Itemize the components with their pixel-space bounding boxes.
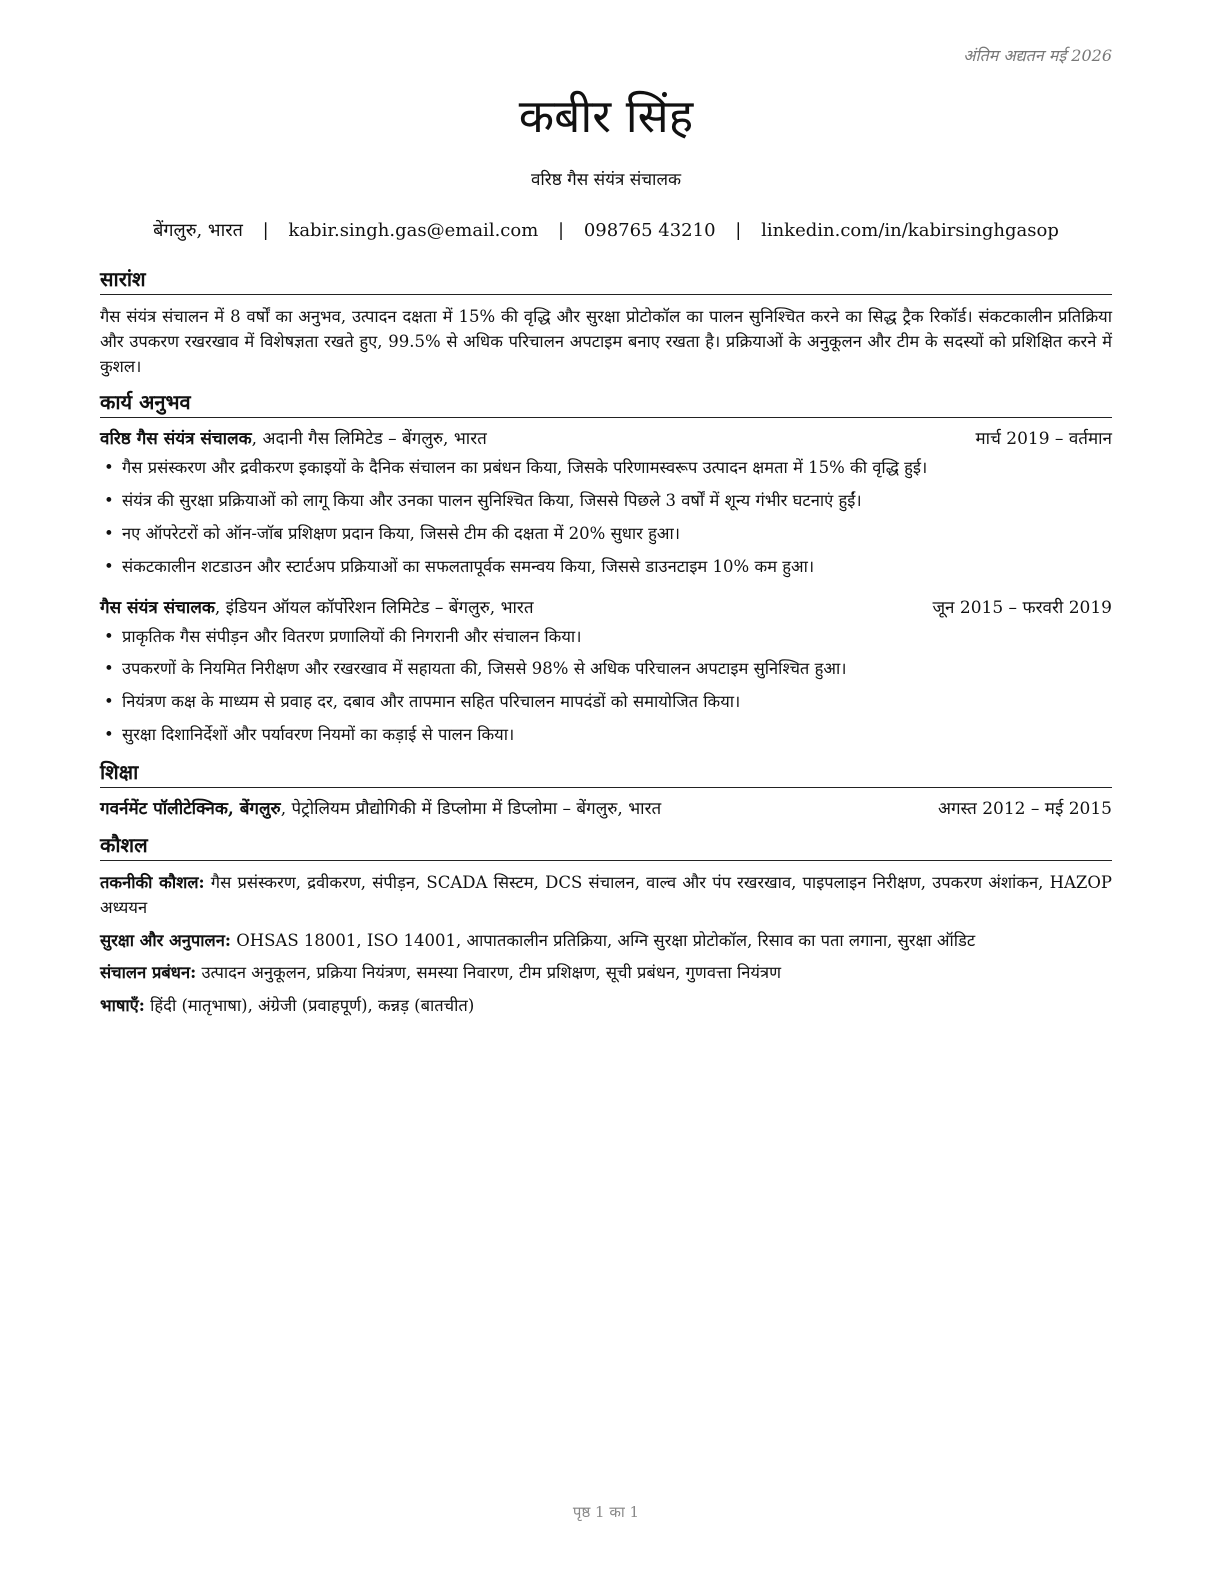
resume-page — [100, 0, 1112, 1584]
list-item — [100, 657, 1112, 681]
bullet-text: गैस प्रसंस्करण और द्रवीकरण इकाइयों के दैनिक संचालन का प्रबंधन किया, जिसके परिणामस्वरूप उत्पादन क्षमता में 15% की वृद्धि हुई। — [122, 458, 928, 478]
list-item — [100, 522, 1112, 546]
education-line — [100, 798, 661, 822]
skill-line-safety — [100, 929, 1112, 954]
bullet-icon: • — [104, 659, 114, 679]
job-entry — [100, 428, 1112, 578]
job-dates: जून 2015 – फरवरी 2019 — [932, 597, 1112, 618]
skill-label: सुरक्षा और अनुपालन: — [100, 930, 231, 950]
job-company: , इंडियन ऑयल कॉर्पोरेशन लिमिटेड – बेंगलुरु, भारत — [214, 597, 534, 618]
job-bullets — [100, 456, 1112, 579]
job-header — [100, 428, 1112, 452]
bullet-icon: • — [104, 626, 114, 646]
bullet-text: उपकरणों के नियमित निरीक्षण और रखरखाव में सहायता की, जिससे 98% से अधिक परिचालन अपटाइम सुनिश्चित हुआ। — [122, 659, 847, 679]
list-item — [100, 625, 1112, 649]
skill-value: गैस प्रसंस्करण, द्रवीकरण, संपीड़न, SCADA सिस्टम, DCS संचालन, वाल्व और पंप रखरखाव, पाइपलाइन निरीक्षण, उपकरण अंशांकन, HAZOP अध्ययन — [100, 873, 1112, 917]
bullet-icon: • — [104, 523, 114, 543]
contact-email[interactable]: kabir.singh.gas@email.com — [288, 220, 539, 241]
job-role: वरिष्ठ गैस संयंत्र संचालक — [100, 429, 252, 450]
bullet-icon: • — [104, 458, 114, 478]
candidate-name: कबीर सिंह — [518, 89, 694, 143]
education-details: , पेट्रोलियम प्रौद्योगिकी में डिप्लोमा में डिप्लोमा – बेंगलुरु, भारत — [280, 799, 662, 820]
list-item — [100, 489, 1112, 513]
job-bullets — [100, 625, 1112, 748]
skill-line-languages — [100, 994, 1112, 1019]
bullet-icon: • — [104, 692, 114, 712]
last-updated-note: अंतिम अद्यतन मई 2026 — [963, 46, 1112, 65]
skill-line-operations — [100, 961, 1112, 986]
education-dates: अगस्त 2012 – मई 2015 — [937, 799, 1112, 820]
list-item — [100, 555, 1112, 579]
skill-line-technical — [100, 871, 1112, 921]
experience-heading: कार्य अनुभव — [100, 389, 1112, 418]
summary-section — [100, 266, 1112, 379]
contact-location: बेंगलुरु, भारत — [153, 220, 243, 241]
skills-heading: कौशल — [100, 832, 1112, 861]
job-entry — [100, 597, 1112, 747]
candidate-title: वरिष्ठ गैस संयंत्र संचालक — [530, 170, 682, 190]
job-role: गैस संयंत्र संचालक — [100, 597, 215, 618]
list-item — [100, 456, 1112, 480]
list-item — [100, 723, 1112, 747]
resume-content — [100, 266, 1112, 1029]
contact-separator: | — [558, 220, 565, 241]
contact-phone[interactable]: 098765 43210 — [583, 220, 716, 241]
summary-text: गैस संयंत्र संचालन में 8 वर्षों का अनुभव, उत्पादन दक्षता में 15% की वृद्धि और सुरक्षा प्रोटोकॉल का पालन सुनिश्चित करने का सिद्ध ट्रैक रिकॉर्ड। संकटकालीन प्रतिक्रिया और उपकरण रखरखाव में विशेषज्ञता रखते हुए, 99.5% से अधिक परिचालन अपटाइम बनाए रखता है। प्रक्रियाओं के अनुकूलन और टीम के सदस्यों को प्रशिक्षित करने में कुशल। — [100, 307, 1112, 376]
list-item — [100, 690, 1112, 714]
contact-separator: | — [735, 220, 742, 241]
job-dates: मार्च 2019 – वर्तमान — [975, 429, 1112, 450]
bullet-text: संयंत्र की सुरक्षा प्रक्रियाओं को लागू किया और उनका पालन सुनिश्चित किया, जिससे पिछले 3 वर्षों में शून्य गंभीर घटनाएं हुईं। — [122, 490, 862, 510]
bullet-text: नए ऑपरेटरों को ऑन-जॉब प्रशिक्षण प्रदान किया, जिससे टीम की दक्षता में 20% सुधार हुआ। — [122, 523, 681, 543]
skill-value: OHSAS 18001, ISO 14001, आपातकालीन प्रतिक्रिया, अग्नि सुरक्षा प्रोटोकॉल, रिसाव का पता लगाना, सुरक्षा ऑडिट — [230, 930, 976, 950]
bullet-icon: • — [104, 556, 114, 576]
skill-label: तकनीकी कौशल: — [100, 873, 205, 893]
bullet-text: प्राकृतिक गैस संपीड़न और वितरण प्रणालियों की निगरानी और संचालन किया। — [122, 626, 582, 646]
bullet-text: नियंत्रण कक्ष के माध्यम से प्रवाह दर, दबाव और तापमान सहित परिचालन मापदंडों को समायोजित किया। — [122, 692, 741, 712]
skills-section — [100, 832, 1112, 1019]
job-title-line — [100, 597, 534, 621]
bullet-icon: • — [104, 490, 114, 510]
education-heading: शिक्षा — [100, 759, 1112, 788]
job-title-line — [100, 428, 487, 452]
education-institution: गवर्नमेंट पॉलीटेक्निक, बेंगलुरु — [100, 799, 281, 820]
skill-value: हिंदी (मातृभाषा), अंग्रेजी (प्रवाहपूर्ण), कन्नड़ (बातचीत) — [144, 996, 475, 1016]
job-company: , अदानी गैस लिमिटेड – बेंगलुरु, भारत — [251, 429, 487, 450]
contact-line — [100, 218, 1112, 242]
bullet-icon: • — [104, 725, 114, 745]
skill-label: भाषाएँ: — [100, 996, 145, 1016]
contact-linkedin[interactable]: linkedin.com/in/kabirsinghgasop — [761, 220, 1059, 241]
education-entry — [100, 798, 1112, 822]
summary-heading: सारांश — [100, 266, 1112, 295]
job-header — [100, 597, 1112, 621]
bullet-text: सुरक्षा दिशानिर्देशों और पर्यावरण नियमों का कड़ाई से पालन किया। — [122, 725, 515, 745]
education-section — [100, 759, 1112, 822]
skill-label: संचालन प्रबंधन: — [100, 963, 197, 983]
bullet-text: संकटकालीन शटडाउन और स्टार्टअप प्रक्रियाओं का सफलतापूर्वक समन्वय किया, जिससे डाउनटाइम 10% कम हुआ। — [122, 556, 815, 576]
contact-separator: | — [262, 220, 269, 241]
skill-value: उत्पादन अनुकूलन, प्रक्रिया नियंत्रण, समस्या निवारण, टीम प्रशिक्षण, सूची प्रबंधन, गुणवत्ता नियंत्रण — [196, 963, 781, 983]
experience-section — [100, 389, 1112, 747]
page-number: पृष्ठ 1 का 1 — [572, 1503, 640, 1521]
